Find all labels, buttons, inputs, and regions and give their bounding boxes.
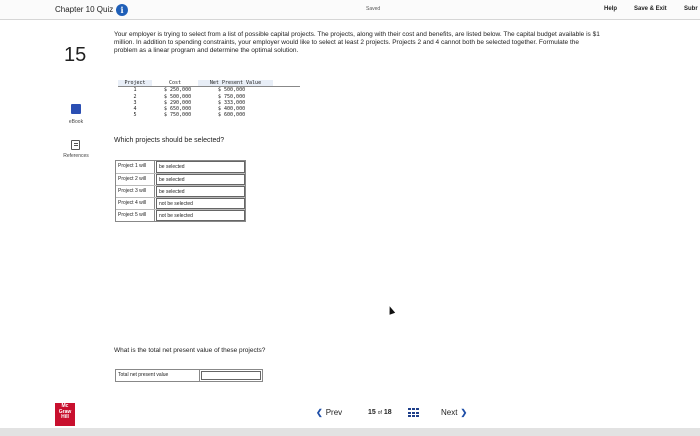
project-npv: $ 600,000 [218,112,246,119]
project-npv: $ 333,000 [218,99,246,106]
next-button[interactable] [441,408,467,417]
column-header-npv: Net Present Value [198,80,273,86]
mcgraw-hill-logo [55,403,75,426]
ebook-link[interactable]: eBook [68,119,84,125]
page-indicator [368,409,392,416]
project-id: 5 [133,112,137,119]
project-cost: $ 500,000 [164,93,192,100]
column-header-cost: Cost [168,80,182,86]
question-grid-icon[interactable] [408,408,419,418]
npv-row [115,369,263,382]
info-icon[interactable]: i [116,4,128,16]
answer-row [116,173,245,185]
footer-bar [0,428,700,436]
answer-row [116,209,245,221]
next-label: Next [441,408,458,417]
chevron-left-icon: ❮ [316,408,323,417]
project-cost: $ 750,000 [164,112,192,119]
answer-label: Project 2 will [116,174,155,185]
project-table [118,80,300,119]
project-1-select[interactable]: be selected [156,161,245,173]
answer-table [115,160,246,222]
project-4-select[interactable]: not be selected [156,198,245,209]
answer-row [116,185,245,197]
page-of: of [377,410,382,416]
project-id: 1 [133,87,137,94]
answer-label: Project 1 will [116,161,155,173]
quiz-title: Chapter 10 Quiz [55,5,114,14]
project-3-select[interactable]: be selected [156,186,245,197]
page-total: 18 [383,409,392,416]
project-cost: $ 650,000 [164,106,192,113]
prev-label: Prev [325,408,343,417]
ebook-icon[interactable] [71,104,81,114]
answer-label: Project 3 will [116,186,155,197]
question-text: Your employer is trying to select from a list of possible capital projects. The projects, along with their cost and benefits, are listed below. The capital budget available is $1 million. In addition to spending constraints, your employer would like to select at least 2 projects. Projects 2 and 4 cannot both be selected together. Formulate the problem as a linear program and determine the optimal solution. [114,31,600,54]
project-cost: $ 250,000 [164,87,192,94]
table-header [118,80,300,87]
project-cost: $ 290,000 [164,99,192,106]
logo-line: Graw [58,408,72,415]
top-bar [0,0,700,20]
page-current: 15 [368,409,376,416]
prev-button[interactable] [316,408,342,417]
references-link[interactable]: References [63,153,89,159]
table-row [118,112,300,118]
npv-input[interactable] [201,371,261,380]
logo-line: Hill [61,414,69,420]
project-npv: $ 750,000 [218,93,246,100]
answer-row [116,161,245,173]
select-prompt: Which projects should be selected? [114,137,225,144]
project-id: 2 [133,93,137,100]
mouse-cursor-icon [387,305,395,315]
answer-row [116,197,245,209]
project-2-select[interactable]: be selected [156,174,245,185]
submit-button[interactable]: Subr [684,6,698,12]
project-npv: $ 400,000 [218,106,246,113]
project-id: 4 [133,106,137,113]
project-npv: $ 500,000 [218,87,246,94]
saved-status: Saved [366,6,381,12]
project-5-select[interactable]: not be selected [156,210,245,221]
save-exit-button[interactable]: Save & Exit [634,6,667,12]
logo-line: Mc [61,403,69,409]
column-header-project: Project [118,80,152,86]
npv-label: Total net present value [116,370,200,381]
project-id: 3 [133,99,137,106]
answer-label: Project 5 will [116,210,155,221]
npv-prompt: What is the total net present value of these projects? [114,347,266,354]
help-button[interactable]: Help [604,6,618,12]
answer-label: Project 4 will [116,198,155,209]
references-icon[interactable] [71,140,80,150]
question-number: 15 [64,44,87,66]
chevron-right-icon: ❯ [460,408,468,417]
